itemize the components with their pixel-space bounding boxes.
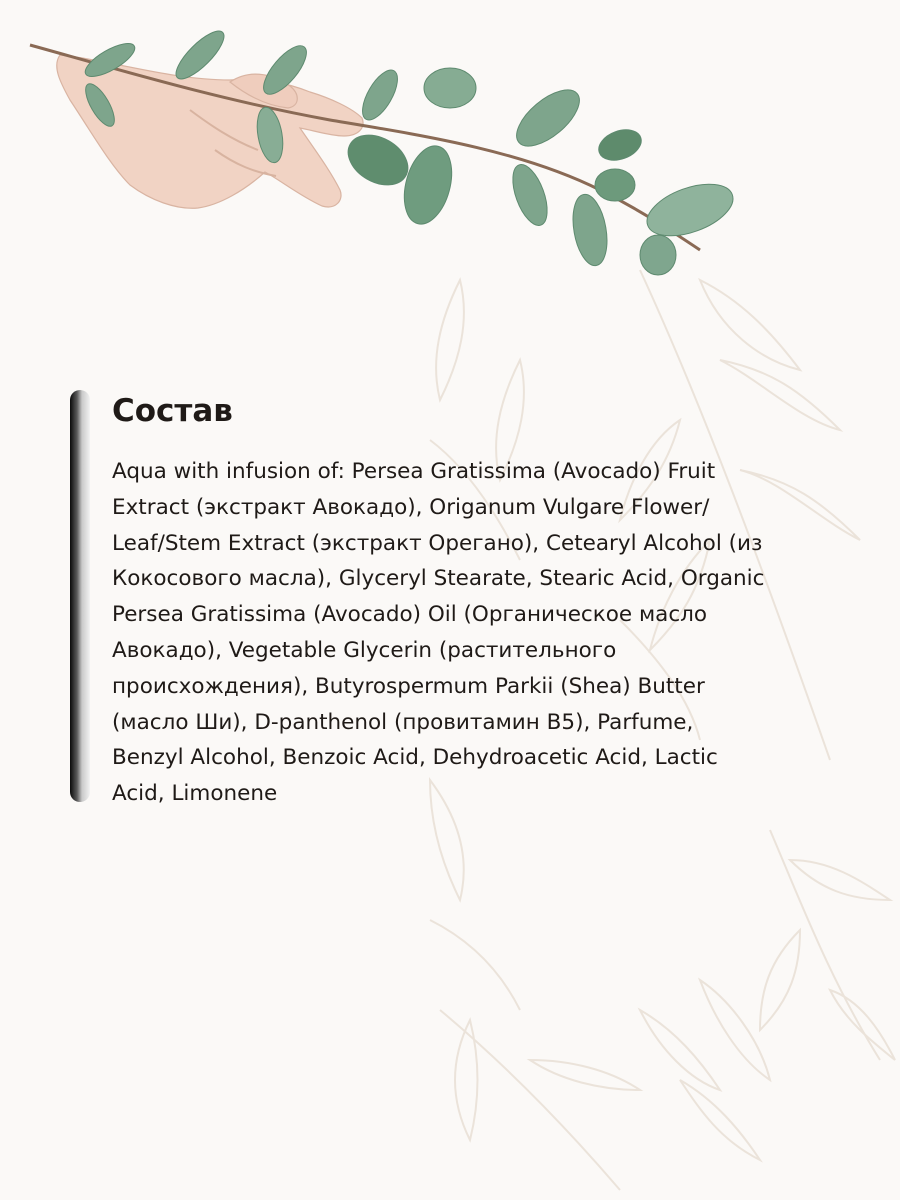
composition-section [112, 388, 832, 812]
ingredients-line: Авокадо), Vegetable Glycerin (растительного [112, 637, 617, 663]
ingredients-line: (масло Ши), D-panthenol (провитамин B5), Parfume, [112, 709, 694, 735]
ingredients-line: Кокосового масла), Glyceryl Stearate, Stearic Acid, Organic [112, 566, 765, 592]
ingredients-line: Extract (экстракт Авокадо), Origanum Vulgare Flower/ [112, 494, 710, 520]
ingredients-line: Leaf/Stem Extract (экстракт Орегано), Cetearyl Alcohol (из [112, 530, 763, 556]
hand-with-eucalyptus-branch-image [0, 0, 900, 300]
ingredients-list [112, 454, 832, 812]
ingredients-line: Acid, Limonene [112, 781, 278, 807]
ingredients-line: происхождения), Butyrospermum Parkii (Shea) Butter [112, 673, 705, 699]
section-title: Состав [112, 393, 233, 429]
ingredients-line: Persea Gratissima (Avocado) Oil (Органическое масло [112, 602, 708, 628]
ingredients-line: Aqua with infusion of: Persea Gratissima (Avocado) Fruit [112, 459, 716, 484]
accent-bar [70, 390, 90, 802]
ingredients-line: Benzyl Alcohol, Benzoic Acid, Dehydroacetic Acid, Lactic [112, 745, 718, 771]
